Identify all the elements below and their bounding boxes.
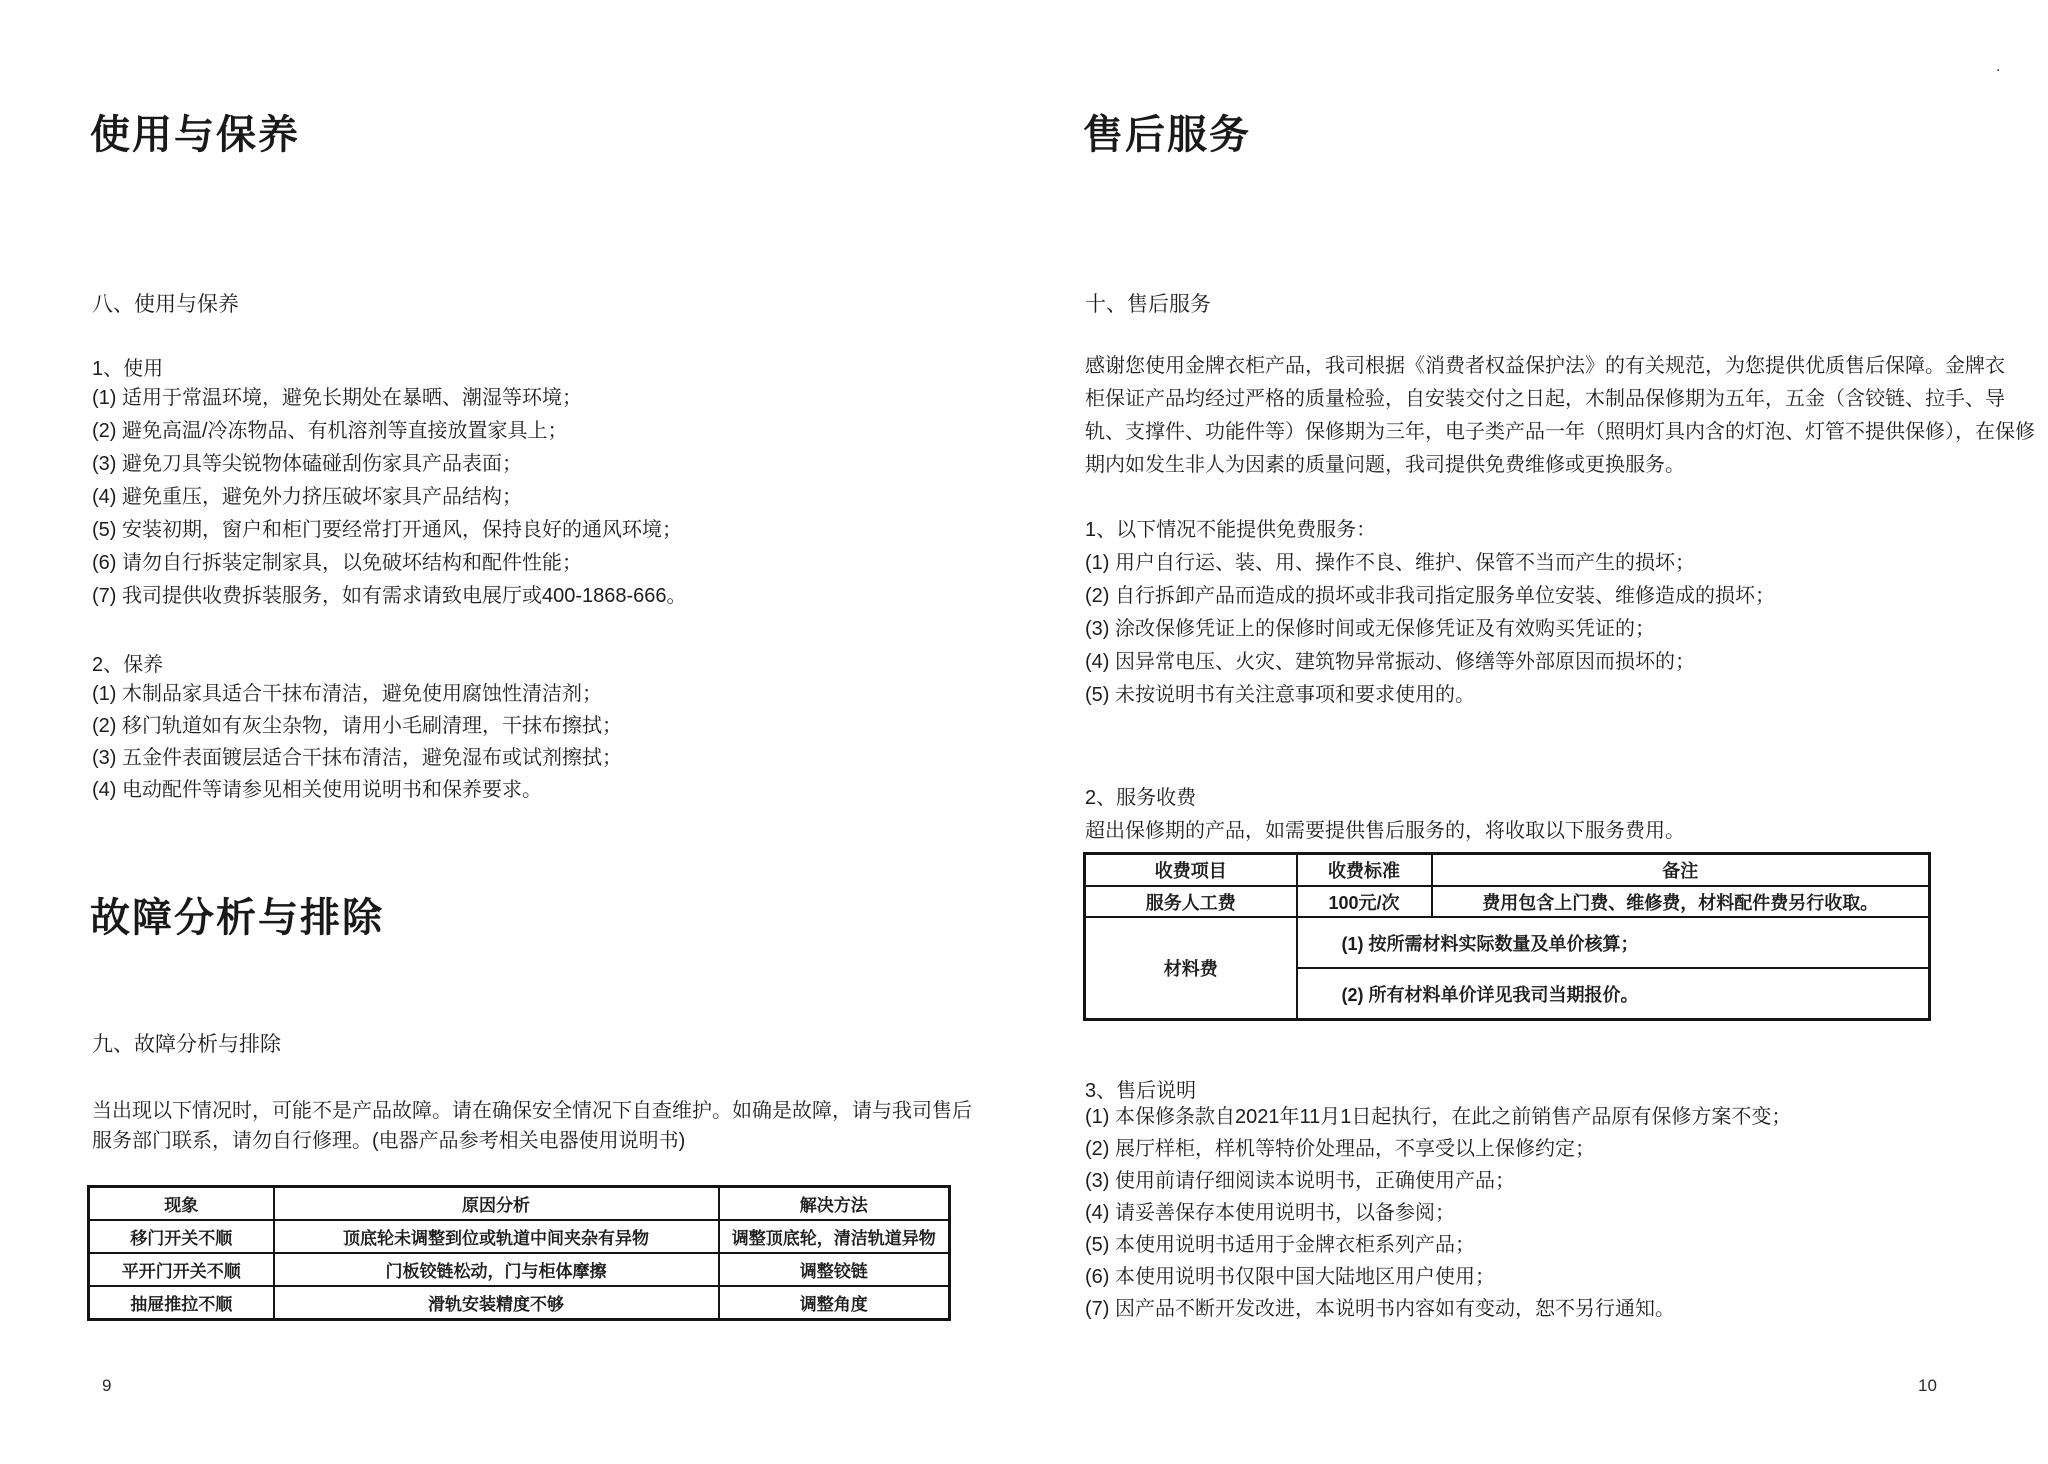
list-item: (3) 避免刀具等尖锐物体磕碰刮伤家具产品表面； [92, 453, 522, 475]
list-item: (6) 请勿自行拆装定制家具，以免破坏结构和配件性能； [92, 552, 582, 574]
table-header-row [89, 1187, 950, 1221]
table-row [1085, 886, 1930, 917]
after-sales-notes-list [1085, 1101, 1791, 1325]
table-cell: 门板铰链松动，门与柜体摩擦 [274, 1253, 719, 1286]
table-cell: 调整顶底轮，清洁轨道异物 [719, 1220, 950, 1253]
trouble-intro [92, 1096, 972, 1156]
table-cell: (2) 所有材料单价详见我司当期报价。 [1297, 968, 1930, 1020]
no-free-service-list [1085, 547, 1775, 712]
no-free-service-label: 1、以下情况不能提供免费服务： [1085, 519, 1377, 541]
list-item: (2) 移门轨道如有灰尘杂物，请用小毛刷清理，干抹布擦拭； [92, 715, 622, 737]
service-fee-intro: 超出保修期的产品，如需要提供售后服务的，将收取以下服务费用。 [1085, 820, 1685, 842]
table-cell: 服务人工费 [1085, 886, 1297, 917]
table-cell: 100元/次 [1297, 886, 1432, 917]
list-item: (3) 使用前请仔细阅读本说明书，正确使用产品； [1085, 1170, 1515, 1192]
table-header-cell: 现象 [89, 1187, 274, 1221]
list-item: (1) 用户自行运、装、用、操作不良、维护、保管不当而产生的损坏； [1085, 552, 1695, 574]
page-title-use-care: 使用与保养 [90, 113, 300, 157]
section-heading-10: 十、售后服务 [1085, 293, 1211, 316]
section-heading-9: 九、故障分析与排除 [92, 1033, 281, 1056]
service-intro [1085, 350, 2035, 482]
list-item: (1) 适用于常温环境，避免长期处在暴晒、潮湿等环境； [92, 387, 582, 409]
list-item: (2) 展厅样柜，样机等特价处理品，不享受以上保修约定； [1085, 1138, 1595, 1160]
list-item: (6) 本使用说明书仅限中国大陆地区用户使用； [1085, 1266, 1495, 1288]
paragraph-line: 期内如发生非人为因素的质量问题，我司提供免费维修或更换服务。 [1085, 454, 1685, 476]
table-row [89, 1286, 950, 1320]
list-item: (1) 木制品家具适合干抹布清洁，避免使用腐蚀性清洁剂； [92, 683, 602, 705]
table-cell: (1) 按所需材料实际数量及单价核算； [1297, 917, 1930, 968]
paragraph-line: 服务部门联系，请勿自行修理。(电器产品参考相关电器使用说明书) [92, 1130, 686, 1152]
table-cell: 调整角度 [719, 1286, 950, 1320]
page-title-troubleshooting: 故障分析与排除 [90, 896, 384, 940]
list-item: (4) 电动配件等请参见相关使用说明书和保养要求。 [92, 779, 542, 801]
paragraph-line: 柜保证产品均经过严格的质量检验，自安装交付之日起，木制品保修期为五年，五金（含铰链、拉手、导 [1085, 388, 2005, 410]
list-item: (2) 避免高温/冷冻物品、有机溶剂等直接放置家具上； [92, 420, 568, 442]
table-cell: 滑轨安装精度不够 [274, 1286, 719, 1320]
list-item: (4) 请妥善保存本使用说明书，以备参阅； [1085, 1202, 1455, 1224]
table-cell: 平开门开关不顺 [89, 1253, 274, 1286]
service-fee-table [1083, 852, 1931, 1021]
table-cell: 移门开关不顺 [89, 1220, 274, 1253]
paragraph-line: 感谢您使用金牌衣柜产品，我司根据《消费者权益保护法》的有关规范，为您提供优质售后保障。金牌衣 [1085, 355, 2005, 377]
list-item: (3) 五金件表面镀层适合干抹布清洁，避免湿布或试剂擦拭； [92, 747, 622, 769]
list-item: (5) 未按说明书有关注意事项和要求使用的。 [1085, 684, 1475, 706]
care-label: 2、保养 [92, 654, 164, 676]
table-cell: 顶底轮未调整到位或轨道中间夹杂有异物 [274, 1220, 719, 1253]
list-item: (1) 本保修条款自2021年11月1日起执行，在此之前销售产品原有保修方案不变； [1085, 1106, 1792, 1128]
list-item: (7) 我司提供收费拆装服务，如有需求请致电展厅或400-1868-666。 [92, 585, 687, 607]
paragraph-line: 轨、支撑件、功能件等）保修期为三年，电子类产品一年（照明灯具内含的灯泡、灯管不提供保修），在保修 [1085, 421, 2035, 443]
list-item: (4) 因异常电压、火灾、建筑物异常振动、修缮等外部原因而损坏的； [1085, 651, 1695, 673]
list-item: (5) 本使用说明书适用于金牌衣柜系列产品； [1085, 1234, 1475, 1256]
page-number-right: 10 [1918, 1376, 1937, 1395]
after-sales-notes-label: 3、售后说明 [1085, 1080, 1197, 1102]
service-fee-label: 2、服务收费 [1085, 787, 1197, 809]
section-heading-8: 八、使用与保养 [92, 293, 239, 316]
list-item: (4) 避免重压，避免外力挤压破坏家具产品结构； [92, 486, 522, 508]
table-cell: 材料费 [1085, 917, 1297, 1020]
table-header-row [1085, 854, 1930, 887]
table-header-cell: 收费项目 [1085, 854, 1297, 887]
table-cell: 费用包含上门费、维修费，材料配件费另行收取。 [1432, 886, 1930, 917]
list-item: (3) 涂改保修凭证上的保修时间或无保修凭证及有效购买凭证的； [1085, 618, 1655, 640]
page-number-left: 9 [102, 1376, 112, 1395]
table-header-cell: 收费标准 [1297, 854, 1432, 887]
use-list [92, 382, 687, 613]
list-item: (5) 安装初期，窗户和柜门要经常打开通风，保持良好的通风环境； [92, 519, 682, 541]
troubleshooting-table [87, 1185, 951, 1321]
table-row [89, 1253, 950, 1286]
table-header-cell: 备注 [1432, 854, 1930, 887]
care-list [92, 678, 622, 806]
table-cell: 调整铰链 [719, 1253, 950, 1286]
list-item: (2) 自行拆卸产品而造成的损坏或非我司指定服务单位安装、维修造成的损坏； [1085, 585, 1775, 607]
page-title-after-sales: 售后服务 [1083, 113, 1251, 157]
table-cell: 抽屉推拉不顺 [89, 1286, 274, 1320]
list-item: (7) 因产品不断开发改进，本说明书内容如有变动，恕不另行通知。 [1085, 1298, 1675, 1320]
use-label: 1、使用 [92, 358, 164, 380]
stray-dot: . [1996, 58, 2001, 75]
table-header-cell: 原因分析 [274, 1187, 719, 1221]
table-header-cell: 解决方法 [719, 1187, 950, 1221]
table-row [89, 1220, 950, 1253]
paragraph-line: 当出现以下情况时，可能不是产品故障。请在确保安全情况下自查维护。如确是故障，请与我司售后 [92, 1100, 972, 1122]
table-row [1085, 917, 1930, 968]
